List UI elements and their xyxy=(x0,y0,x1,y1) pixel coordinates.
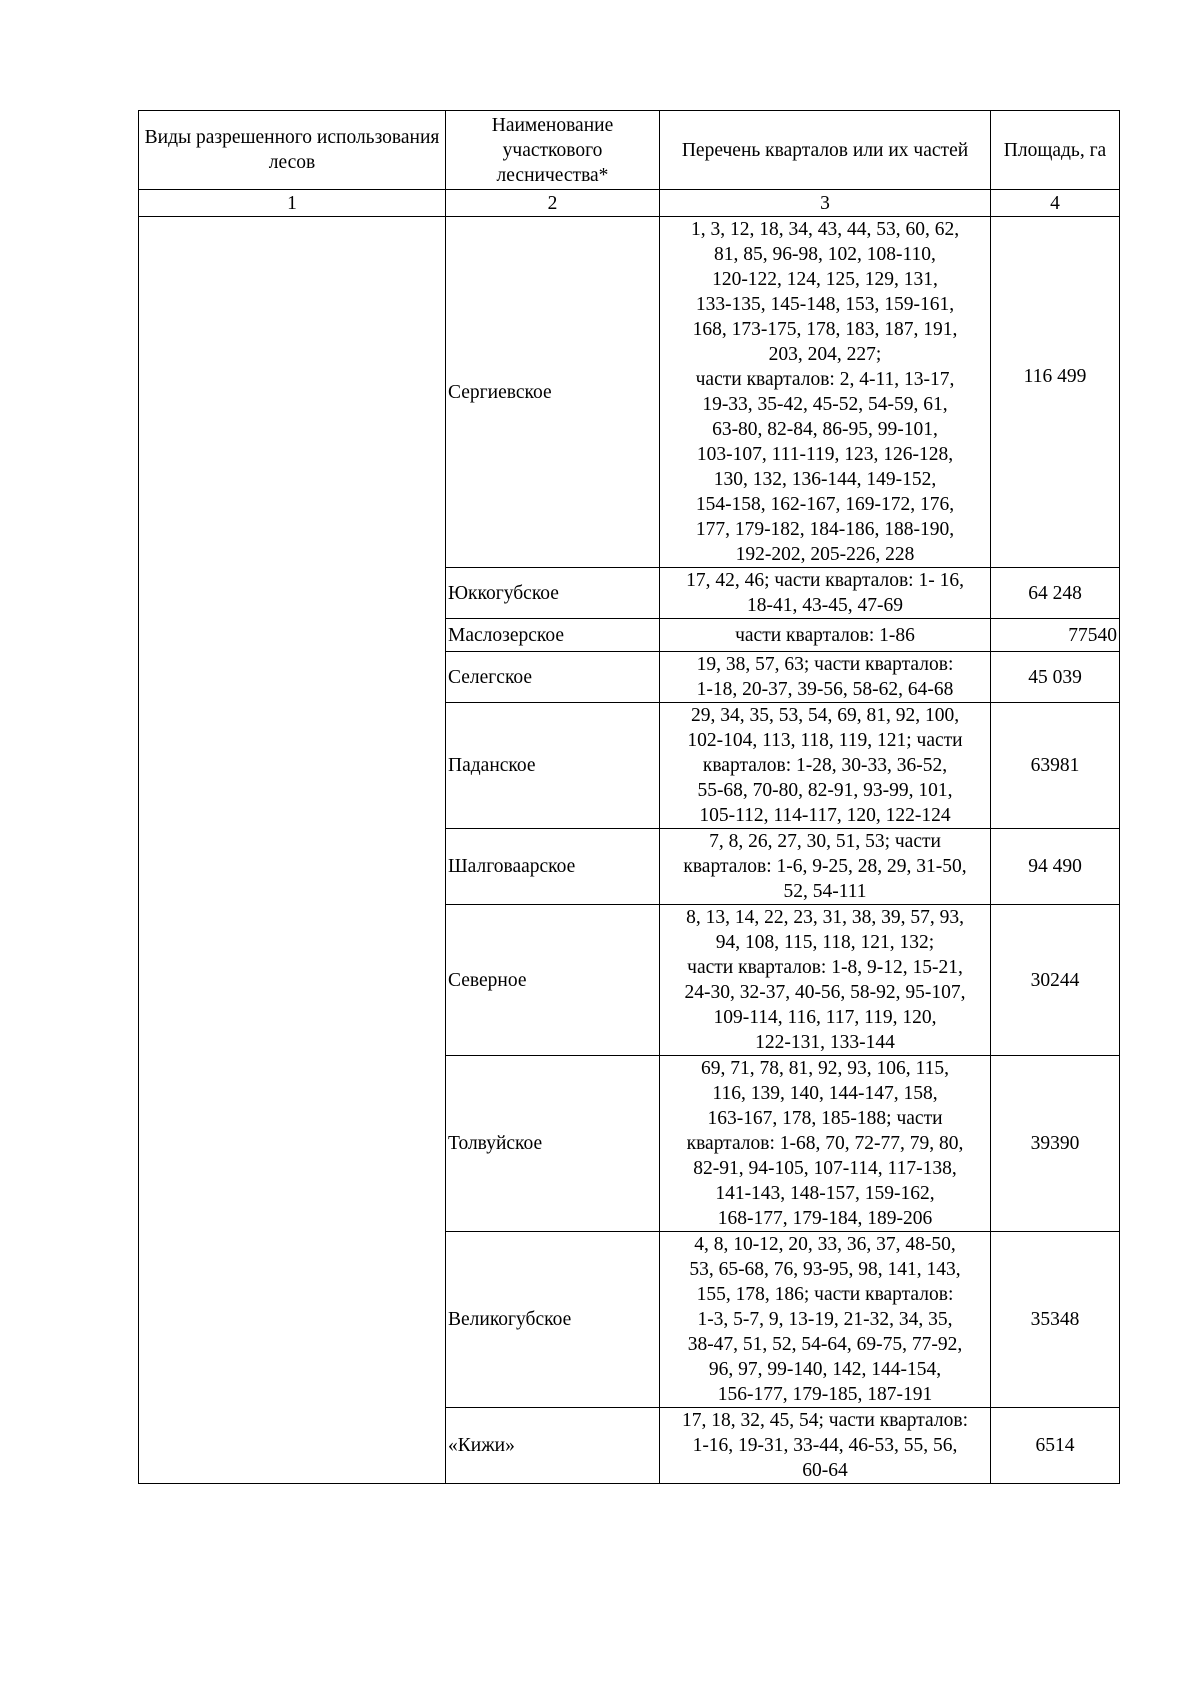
header-use-types: Виды разрешенного использования лесов xyxy=(139,111,446,190)
forestry-name: Великогубское xyxy=(446,1232,660,1408)
quarters-list: части кварталов: 1-86 xyxy=(660,619,991,652)
column-number: 3 xyxy=(660,190,991,217)
forestry-name: Сергиевское xyxy=(446,217,660,568)
forestry-name: Шалговаарское xyxy=(446,829,660,905)
area-value: 94 490 xyxy=(991,829,1120,905)
forestry-name: «Кижи» xyxy=(446,1408,660,1484)
column-number-row xyxy=(139,190,1120,217)
quarters-list: 17, 18, 32, 45, 54; части кварталов: 1-16, 19-31, 33-44, 46-53, 55, 56, 60-64 xyxy=(660,1408,991,1484)
forestry-name: Селегское xyxy=(446,652,660,703)
header-quarters-list: Перечень кварталов или их частей xyxy=(660,111,991,190)
forestry-name: Маслозерское xyxy=(446,619,660,652)
forestry-name: Толвуйское xyxy=(446,1056,660,1232)
table-row xyxy=(139,217,1120,568)
forestry-name: Северное xyxy=(446,905,660,1056)
area-value: 30244 xyxy=(991,905,1120,1056)
area-value: 63981 xyxy=(991,703,1120,829)
table-body xyxy=(139,111,1120,1484)
header-forestry-name: Наименование участкового лесничества* xyxy=(446,111,660,190)
quarters-list: 69, 71, 78, 81, 92, 93, 106, 115, 116, 139, 140, 144-147, 158, 163-167, 178, 185-188; части кварталов: 1-68, 70, 72-77, 79, 80, 82-91, 94-105, 107-114, 117-138, 141-143, 148-157, 159-162, 168-177, 179-184, 189-206 xyxy=(660,1056,991,1232)
area-value: 64 248 xyxy=(991,568,1120,619)
forestry-name: Юккогубское xyxy=(446,568,660,619)
area-value: 39390 xyxy=(991,1056,1120,1232)
quarters-list: 29, 34, 35, 53, 54, 69, 81, 92, 100, 102-104, 113, 118, 119, 121; части кварталов: 1-28, 30-33, 36-52, 55-68, 70-80, 82-91, 93-99, 101, 105-112, 114-117, 120, 122-124 xyxy=(660,703,991,829)
header-area: Площадь, га xyxy=(991,111,1120,190)
column-number: 4 xyxy=(991,190,1120,217)
quarters-list: 17, 42, 46; части кварталов: 1- 16, 18-41, 43-45, 47-69 xyxy=(660,568,991,619)
quarters-list: 19, 38, 57, 63; части кварталов: 1-18, 20-37, 39-56, 58-62, 64-68 xyxy=(660,652,991,703)
header-row xyxy=(139,111,1120,190)
use-type-cell xyxy=(139,217,446,1484)
column-number: 2 xyxy=(446,190,660,217)
quarters-list: 4, 8, 10-12, 20, 33, 36, 37, 48-50, 53, 65-68, 76, 93-95, 98, 141, 143, 155, 178, 186; части кварталов: 1-3, 5-7, 9, 13-19, 21-32, 34, 35, 38-47, 51, 52, 54-64, 69-75, 77-92, 96, 97, 99-140, 142, 144-154, 156-177, 179-185, 187-191 xyxy=(660,1232,991,1408)
forest-use-table xyxy=(138,110,1120,1484)
area-value: 116 499 xyxy=(991,217,1120,568)
area-value: 77540 xyxy=(991,619,1120,652)
area-value: 45 039 xyxy=(991,652,1120,703)
area-value: 35348 xyxy=(991,1232,1120,1408)
quarters-list: 1, 3, 12, 18, 34, 43, 44, 53, 60, 62, 81, 85, 96-98, 102, 108-110, 120-122, 124, 125, 129, 131, 133-135, 145-148, 153, 159-161, 168, 173-175, 178, 183, 187, 191, 203, 204, 227; части кварталов: 2, 4-11, 13-17, 19-33, 35-42, 45-52, 54-59, 61, 63-80, 82-84, 86-95, 99-101, 103-107, 111-119, 123, 126-128, 130, 132, 136-144, 149-152, 154-158, 162-167, 169-172, 176, 177, 179-182, 184-186, 188-190, 192-202, 205-226, 228 xyxy=(660,217,991,568)
area-value: 6514 xyxy=(991,1408,1120,1484)
column-number: 1 xyxy=(139,190,446,217)
forestry-name: Паданское xyxy=(446,703,660,829)
quarters-list: 7, 8, 26, 27, 30, 51, 53; части кварталов: 1-6, 9-25, 28, 29, 31-50, 52, 54-111 xyxy=(660,829,991,905)
quarters-list: 8, 13, 14, 22, 23, 31, 38, 39, 57, 93, 94, 108, 115, 118, 121, 132; части кварталов: 1-8, 9-12, 15-21, 24-30, 32-37, 40-56, 58-92, 95-107, 109-114, 116, 117, 119, 120, 122-131, 133-144 xyxy=(660,905,991,1056)
